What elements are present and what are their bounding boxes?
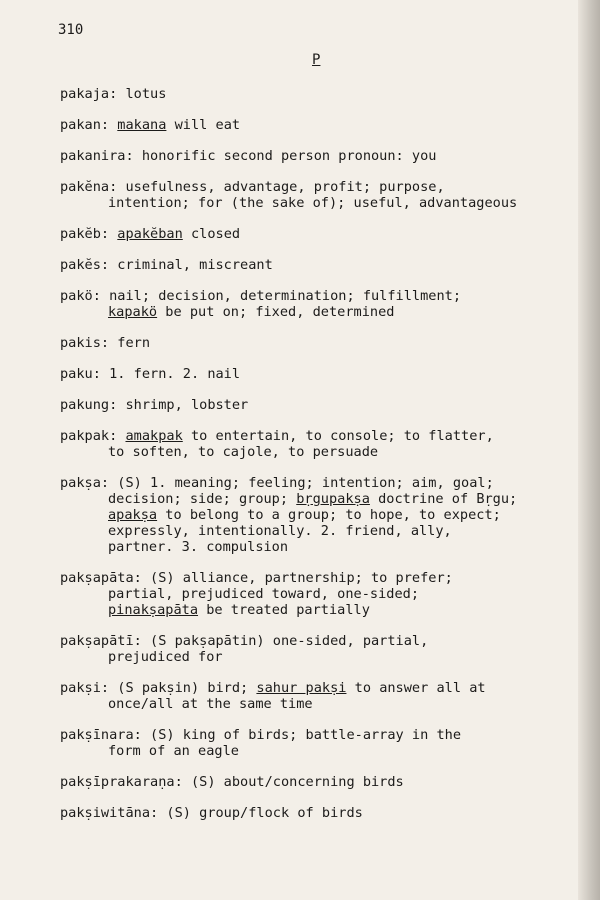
underlined-derived-form: amakpak — [125, 428, 183, 444]
entry-continuation-line — [60, 444, 580, 460]
entry-text: pakṣīprakaraṇa: (S) about/concerning birds — [60, 774, 404, 790]
underlined-derived-form: makana — [117, 117, 167, 133]
dictionary-entry — [60, 633, 580, 665]
entry-headline — [60, 475, 580, 491]
entry-text: paku: 1. fern. 2. nail — [60, 366, 241, 382]
entry-headline — [60, 397, 580, 413]
entry-text: will eat — [166, 117, 241, 133]
entry-text: pakis: fern — [60, 335, 151, 351]
entry-continuation-line — [60, 523, 580, 539]
entry-text: pakṣapāta: (S) alliance, partnership; to prefer; — [60, 570, 453, 586]
entry-text: pakaja: lotus — [60, 86, 167, 102]
entry-headline — [60, 86, 580, 102]
entry-text: once/all at the same time — [108, 696, 313, 712]
entry-text: to soften, to cajole, to persuade — [108, 444, 379, 460]
entry-headline — [60, 570, 580, 586]
dictionary-entry — [60, 475, 580, 555]
dictionary-entry — [60, 288, 580, 320]
entry-text: pakṣi: (S pakṣin) bird; — [60, 680, 257, 696]
entry-text: pakan: — [60, 117, 118, 133]
entry-headline — [60, 288, 580, 304]
entry-headline — [60, 366, 580, 382]
entry-headline — [60, 226, 580, 242]
entry-headline — [60, 680, 580, 696]
dictionary-entry — [60, 680, 580, 712]
underlined-derived-form: apakṣa — [108, 507, 158, 523]
section-letter: P — [312, 52, 321, 68]
dictionary-entry — [60, 257, 580, 273]
entry-headline — [60, 257, 580, 273]
entry-headline — [60, 774, 580, 790]
underlined-derived-form: pinakṣapāta — [108, 602, 199, 618]
dictionary-entries — [60, 86, 580, 836]
entry-text: pakĕna: usefulness, advantage, profit; purpose, — [60, 179, 445, 195]
dictionary-entry — [60, 570, 580, 618]
entry-text: pakĕs: criminal, miscreant — [60, 257, 273, 273]
entry-headline — [60, 805, 580, 821]
entry-text: pakanira: honorific second person pronoun: you — [60, 148, 437, 164]
dictionary-entry — [60, 727, 580, 759]
entry-headline — [60, 117, 580, 133]
dictionary-entry — [60, 335, 580, 351]
entry-headline — [60, 148, 580, 164]
entry-continuation-line — [60, 696, 580, 712]
entry-headline — [60, 428, 580, 444]
entry-headline — [60, 727, 580, 743]
entry-text: prejudiced for — [108, 649, 223, 665]
dictionary-entry — [60, 805, 580, 821]
entry-text: doctrine of Bṛgu; — [369, 491, 518, 507]
entry-text: pakṣiwitāna: (S) group/flock of birds — [60, 805, 363, 821]
entry-text: partner. 3. compulsion — [108, 539, 289, 555]
entry-text: expressly, intentionally. 2. friend, ally, — [108, 523, 452, 539]
entry-text: pakĕb: — [60, 226, 118, 242]
underlined-derived-form: apakĕban — [117, 226, 183, 242]
entry-continuation-line — [60, 539, 580, 555]
entry-continuation-line — [60, 195, 580, 211]
entry-text: to answer all at — [346, 680, 486, 696]
dictionary-entry — [60, 428, 580, 460]
dictionary-entry — [60, 774, 580, 790]
entry-text: to entertain, to console; to flatter, — [182, 428, 494, 444]
entry-headline — [60, 633, 580, 649]
entry-text: pakö: nail; decision, determination; fulfillment; — [60, 288, 462, 304]
entry-text: intention; for (the sake of); useful, advantageous — [108, 195, 518, 211]
entry-text: pakṣa: (S) 1. meaning; feeling; intention; aim, goal; — [60, 475, 494, 491]
underlined-derived-form: bṛgupakṣa — [296, 491, 370, 507]
underlined-derived-form: sahur pakṣi — [256, 680, 347, 696]
entry-text: pakṣīnara: (S) king of birds; battle-array in the — [60, 727, 462, 743]
dictionary-entry — [60, 226, 580, 242]
entry-continuation-line — [60, 743, 580, 759]
entry-text: closed — [182, 226, 241, 242]
page-number: 310 — [58, 22, 84, 38]
entry-continuation-line — [60, 602, 580, 618]
entry-continuation-line — [60, 649, 580, 665]
entry-headline — [60, 179, 580, 195]
dictionary-entry — [60, 148, 580, 164]
entry-text: be treated partially — [198, 602, 370, 618]
entry-continuation-line — [60, 491, 580, 507]
entry-text: pakpak: — [60, 428, 126, 444]
entry-text: partial, prejudiced toward, one-sided; — [108, 586, 419, 602]
entry-text: pakṣapātī: (S pakṣapātin) one-sided, partial, — [60, 633, 429, 649]
entry-text: decision; side; group; — [108, 491, 297, 507]
entry-text: pakung: shrimp, lobster — [60, 397, 249, 413]
page-binding-edge — [578, 0, 600, 900]
dictionary-entry — [60, 117, 580, 133]
entry-headline — [60, 335, 580, 351]
entry-continuation-line — [60, 507, 580, 523]
dictionary-entry — [60, 86, 580, 102]
entry-text: form of an eagle — [108, 743, 239, 759]
dictionary-entry — [60, 397, 580, 413]
entry-text: be put on; fixed, determined — [157, 304, 395, 320]
entry-text: to belong to a group; to hope, to expect; — [157, 507, 501, 523]
entry-continuation-line — [60, 304, 580, 320]
entry-continuation-line — [60, 586, 580, 602]
dictionary-entry — [60, 366, 580, 382]
underlined-derived-form: kapakö — [108, 304, 158, 320]
dictionary-entry — [60, 179, 580, 211]
